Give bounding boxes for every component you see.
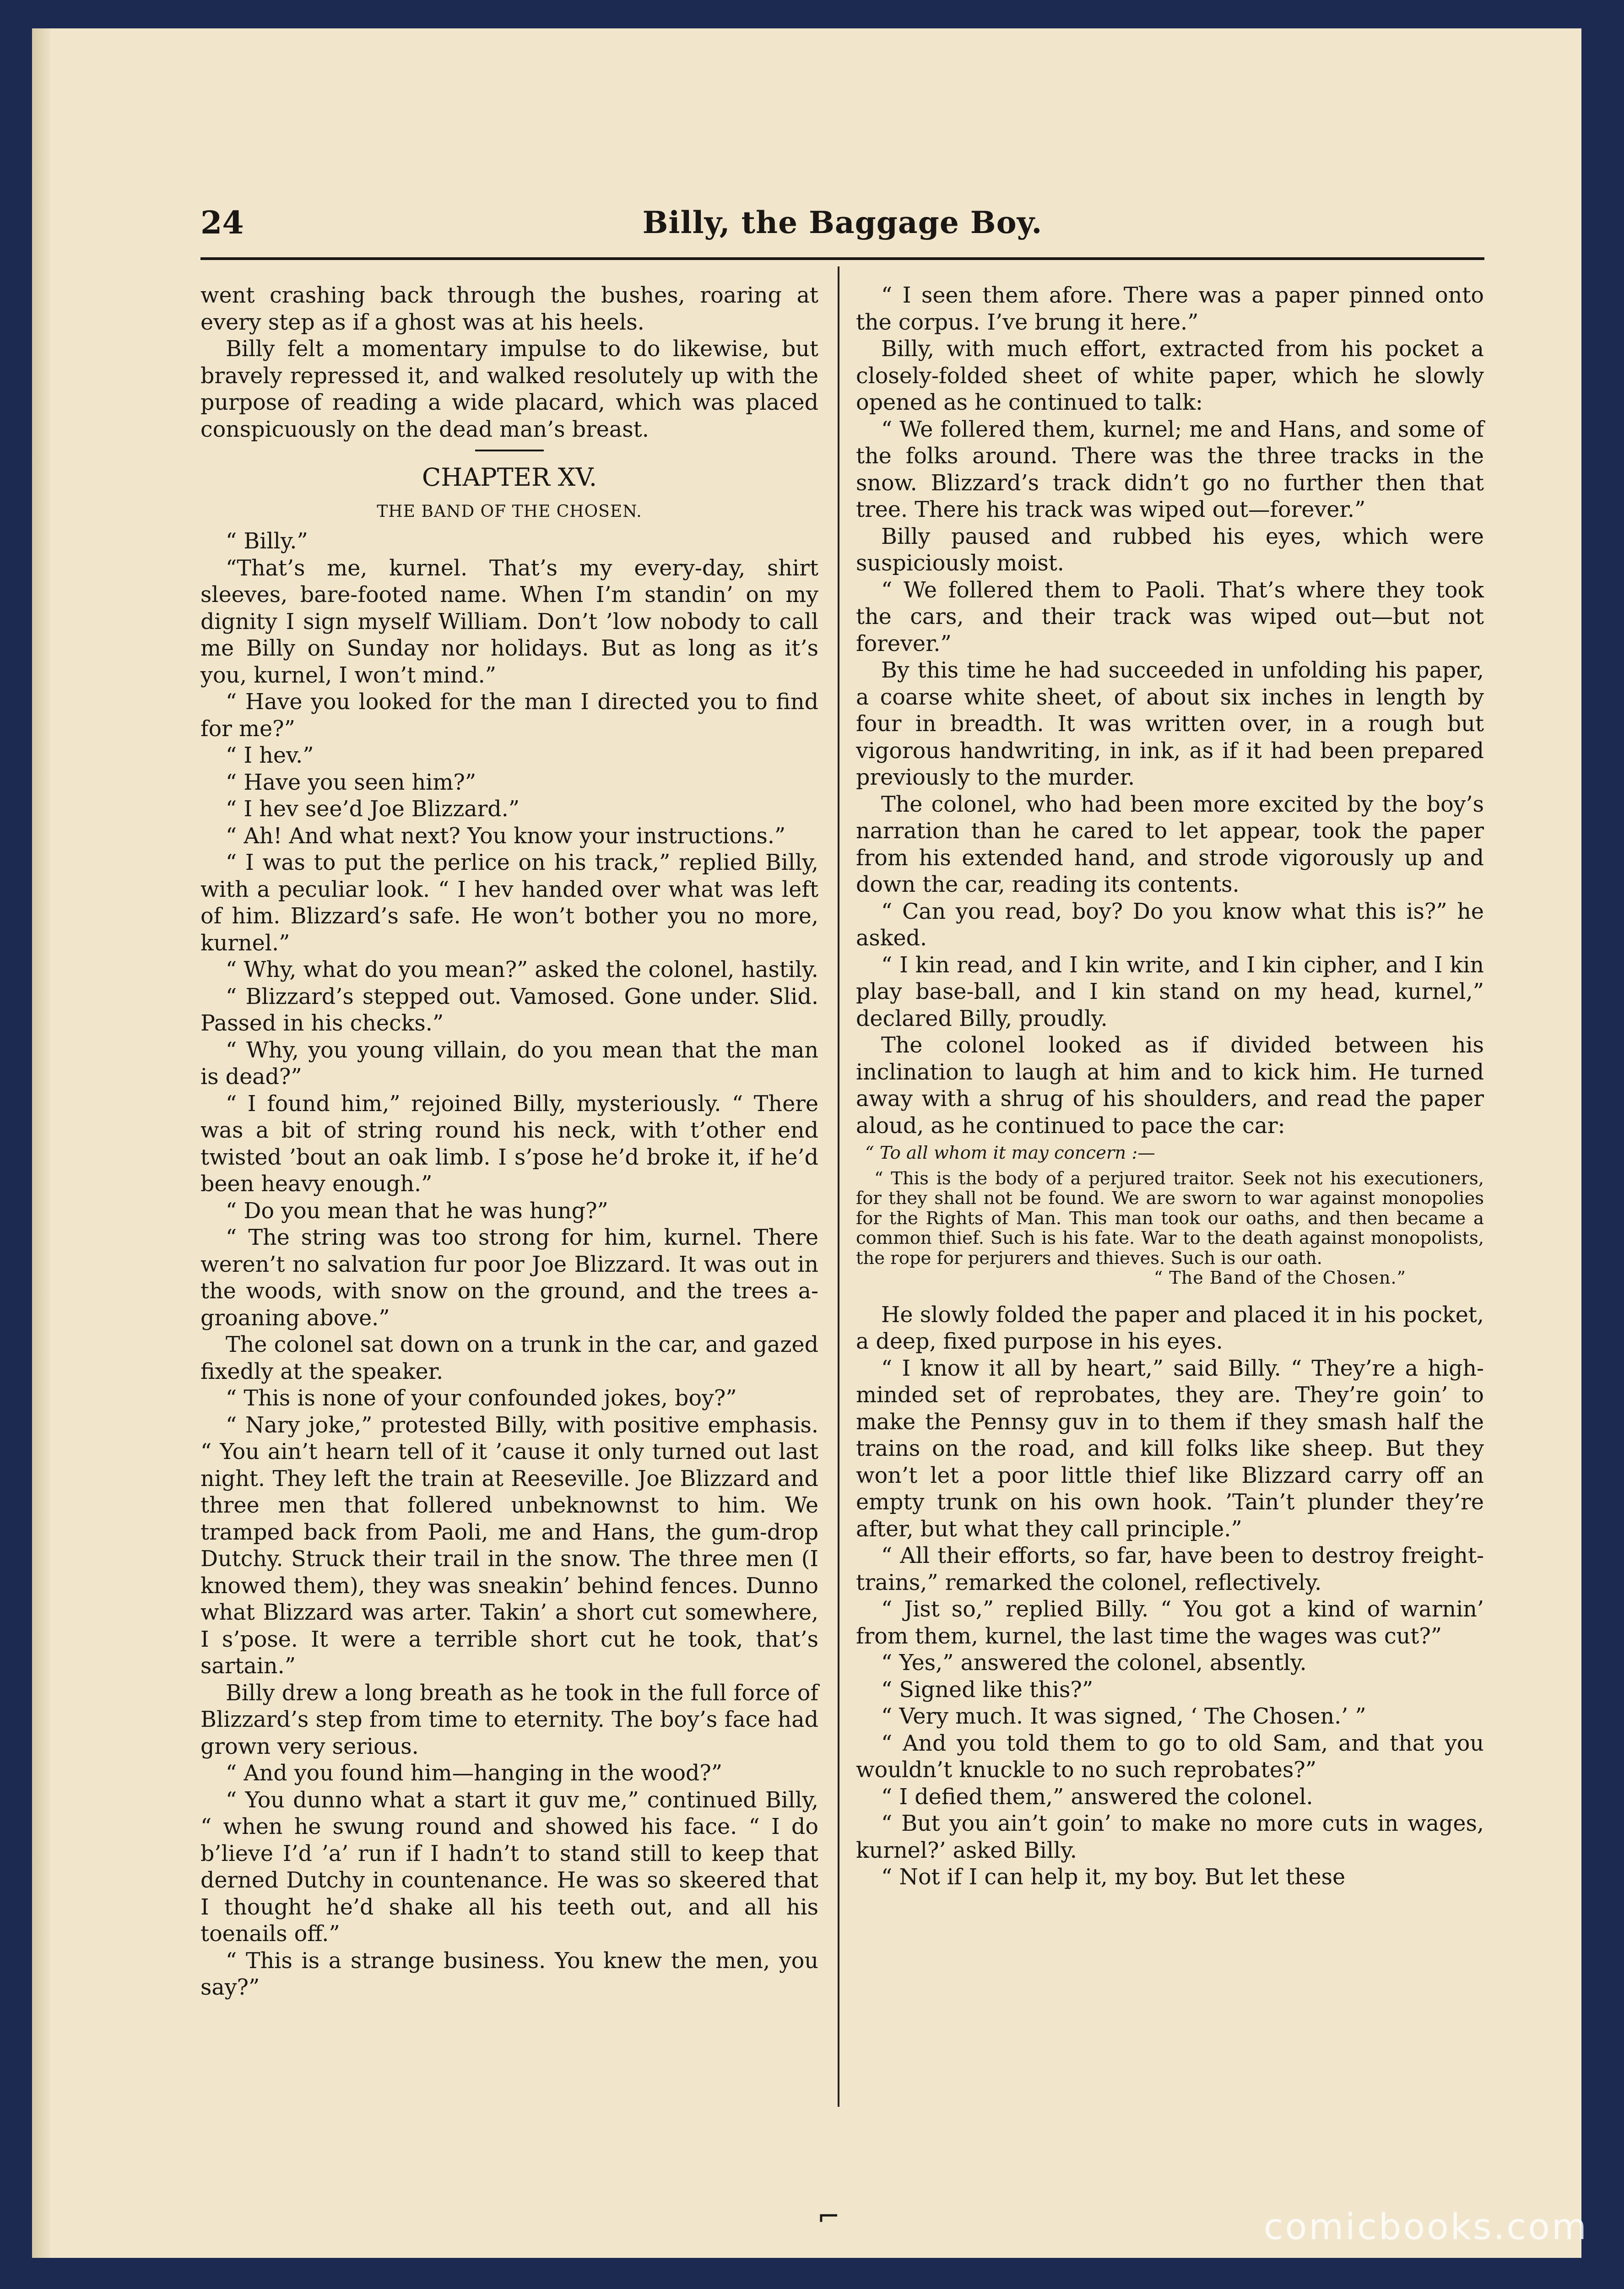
paragraph: “ I found him,” rejoined Billy, mysteriously. “ There was a bit of string round his neck, with t’other end twisted ’bout an oak limb. I s’pose he’d broke it, if he’d been heavy enough.” <box>200 1091 818 1197</box>
section-rule <box>475 450 544 451</box>
header-rule <box>200 257 1484 260</box>
paragraph: “ This is none of your confounded jokes, boy?” <box>226 1386 737 1411</box>
paragraph: “ Nary joke,” protested Billy, with positive emphasis. “ You ain’t hearn tell of it ’cause it only turned out last night. They left the train at Reeseville. Joe Blizzard and three men that follered unbeknownst to him. We tramped back from Paoli, me and Hans, the gum-drop Dutchy. Struck their trail in the snow. The three men (I knowed them), they was sneakin’ behind fences. Dunno what Blizzard was arter. Takin’ a short cut somewhere, I s’pose. It were a terrible short cut he took, that’s sartain.” <box>200 1412 818 1679</box>
letter-salutation: “ To all whom it may concern :— <box>865 1143 1155 1163</box>
paragraph: The colonel looked as if divided between his inclination to laugh at him and to kick him. He turned away with a shrug of his shoulders, and read the paper aloud, as he continued to pace the car: <box>856 1033 1484 1139</box>
paragraph: “ But you ain’t goin’ to make no more cuts in wages, kurnel?’ asked Billy. <box>856 1811 1484 1863</box>
ink-smudge-mark: ⌐ <box>817 2201 840 2233</box>
paragraph: “ I seen them afore. There was a paper pinned onto the corpus. I’ve brung it here.” <box>856 283 1484 335</box>
paragraph: “ Blizzard’s stepped out. Vamosed. Gone under. Slid. Passed in his checks.” <box>200 984 818 1036</box>
paragraph: “ And you found him—hanging in the wood?” <box>226 1761 723 1786</box>
paragraph: “ Signed like this?” <box>881 1677 1093 1703</box>
paragraph: “ Yes,” answered the colonel, absently. <box>881 1650 1307 1676</box>
site-watermark: comicbooks.com <box>1263 2207 1588 2248</box>
paragraph: “ Have you looked for the man I directed you to find for me?” <box>200 689 818 742</box>
paragraph: “ We follered them to Paoli. That’s where they took the cars, and their track was wiped out—but not forever.” <box>856 577 1484 656</box>
paragraph: “ I hev.” <box>226 743 314 768</box>
paragraph: “ Can you read, boy? Do you know what this is?” he asked. <box>856 899 1484 951</box>
paragraph: “ I was to put the perlice on his track,” replied Billy, with a peculiar look. “ I hev handed over what was left of him. Blizzard’s safe. He won’t bother you no more, kurnel.” <box>200 850 818 956</box>
paragraph: “ I know it all by heart,” said Billy. “ They’re a high-minded set of reprobates, they are. They’re goin’ to make the Pennsy guv in to them if they smash half the trains on the road, and kill folks like sheep. But they won’t let a poor little thief like Blizzard carry off an empty trunk on his own hook. ’Tain’t plunder they’re after, but what they call principle.” <box>856 1356 1484 1542</box>
book-page <box>32 28 1581 2258</box>
paragraph: “ Why, what do you mean?” asked the colonel, hastily. <box>226 957 818 982</box>
paragraph: Billy paused and rubbed his eyes, which were suspiciously moist. <box>856 524 1484 576</box>
paragraph: He slowly folded the paper and placed it in his pocket, a deep, fixed purpose in his eyes. <box>856 1302 1484 1354</box>
paragraph: “That’s me, kurnel. That’s my every-day, shirt sleeves, bare-footed name. When I’m standin’ on my dignity I sign myself William. Don’t ’low nobody to call me Billy on Sunday nor holidays. But as long as it’s you, kurnel, I won’t mind.” <box>200 555 818 688</box>
paragraph: Billy felt a momentary impulse to do likewise, but bravely repressed it, and walked resolutely up with the purpose of reading a wide placard, which was placed conspicuously on the dead man’s breast. <box>200 336 818 442</box>
paragraph: “ I kin read, and I kin write, and I kin cipher, and I kin play base-ball, and I kin stand on my head, kurnel,” declared Billy, proudly. <box>856 952 1484 1031</box>
paragraph: “ Not if I can help it, my boy. But let these <box>881 1865 1346 1890</box>
letter-signature: “ The Band of the Chosen.” <box>1153 1268 1406 1288</box>
paragraph: “ You dunno what a start it guv me,” continued Billy, “ when he swung round and showed his face. “ I do b’lieve I’d ’a’ run if I hadn’t to stand still to keep that derned Dutchy in countenance. He was so skeered that I thought he’d shake all his teeth out, and all his toenails off.” <box>200 1787 818 1947</box>
placard-letter <box>856 1143 1484 1288</box>
paragraph: “ I hev see’d Joe Blizzard.” <box>226 797 520 822</box>
paragraph: Billy drew a long breath as he took in the full force of Blizzard’s step from time to eternity. The boy’s face had grown very serious. <box>200 1680 818 1759</box>
column-divider <box>838 266 839 2107</box>
chapter-title: CHAPTER XV. <box>422 463 597 492</box>
paragraph: “ Billy.” <box>226 529 308 554</box>
left-column <box>200 282 818 2002</box>
paragraph: Billy, with much effort, extracted from his pocket a closely-folded sheet of white paper, which he slowly opened as he continued to talk: <box>856 336 1484 415</box>
paragraph: went crashing back through the bushes, roaring at every step as if a ghost was at his heels. <box>200 283 818 335</box>
paragraph: “ All their efforts, so far, have been to destroy freight-trains,” remarked the colonel, reflectively. <box>856 1543 1484 1595</box>
page-header <box>200 205 1484 255</box>
paragraph: “ Ah! And what next? You know your instructions.” <box>226 823 786 849</box>
page-edge-shadow <box>32 28 50 2258</box>
paragraph: “ Jist so,” replied Billy. “ You got a kind of warnin’ from them, kurnel, the last time the wages was cut?” <box>856 1597 1484 1649</box>
paragraph: “ The string was too strong for him, kurnel. There weren’t no salvation fur poor Joe Blizzard. It was out in the woods, with snow on the ground, and the trees a-groaning above.” <box>200 1225 818 1331</box>
paragraph: The colonel, who had been more excited by the boy’s narration than he cared to let appear, took the paper from his extended hand, and strode vigorously up and down the car, reading its contents. <box>856 792 1484 897</box>
paragraph: “ Have you seen him?” <box>226 770 476 795</box>
paragraph: “ Why, you young villain, do you mean that the man is dead?” <box>200 1037 818 1090</box>
paragraph: “ Do you mean that he was hung?” <box>226 1198 608 1224</box>
paragraph: The colonel sat down on a trunk in the car, and gazed fixedly at the speaker. <box>200 1332 818 1384</box>
letter-body: “ This is the body of a perjured traitor. Seek not his executioners, for they shall not be found. We are sworn to war against monopolies for the Rights of Man. This man took our oaths, and then became a common thief. Such is his fate. War to the death against monopolists, the rope for perjurers and thieves. Such is our oath. <box>856 1168 1484 1269</box>
paragraph: “ I defied them,” answered the colonel. <box>881 1784 1313 1810</box>
running-title: Billy, the Baggage Boy. <box>642 205 1043 240</box>
paragraph: “ Very much. It was signed, ‘ The Chosen.’ ” <box>881 1704 1366 1729</box>
paragraph: “ We follered them, kurnel; me and Hans, and some of the folks around. There was the three tracks in the snow. Blizzard’s track didn’t go no further then that tree. There his track was wiped out—forever.” <box>856 417 1484 522</box>
right-column <box>856 282 1484 1891</box>
page-number: 24 <box>200 205 244 241</box>
paragraph: By this time he had succeeded in unfolding his paper, a coarse white sheet, of about six inches in length by four in breadth. It was written over, in a rough but vigorous handwriting, in ink, as if it had been prepared previously to the murder. <box>856 658 1484 790</box>
paragraph: “ And you told them to go to old Sam, and that you wouldn’t knuckle to no such reprobates?” <box>856 1730 1484 1783</box>
paragraph: “ This is a strange business. You knew the men, you say?” <box>200 1948 818 2000</box>
chapter-subtitle: THE BAND OF THE CHOSEN. <box>377 502 642 521</box>
